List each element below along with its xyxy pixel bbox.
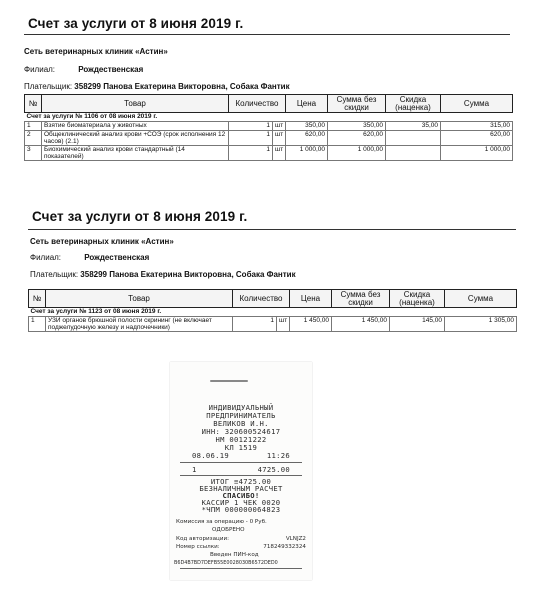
col-item: Товар xyxy=(46,290,233,308)
clinic-network: Сеть ветеринарных клиник «Астин» xyxy=(24,47,168,56)
receipt-payment-type: БЕЗНАЛИЧНЫМ РАСЧЕТ xyxy=(199,484,283,493)
receipt-line: ВЕЛИКОВ И.Н. xyxy=(213,419,269,428)
row-price: 1 000,00 xyxy=(286,146,328,161)
receipt-datetime xyxy=(170,452,312,459)
row-unit: шт xyxy=(273,131,286,146)
col-quantity: Количество xyxy=(229,95,286,113)
ref-code: 718249332324 xyxy=(263,544,306,550)
branch-label: Филиал: xyxy=(30,253,62,262)
row-discount: 35,00 xyxy=(386,122,441,131)
payer-line xyxy=(24,82,290,91)
table-row xyxy=(25,131,513,146)
receipt-line: ИНДИВИДУАЛЬНЫЙ xyxy=(208,403,274,412)
col-sum: Сумма xyxy=(445,290,517,308)
receipt-pin: Введен ПИН-код xyxy=(210,552,259,558)
receipt-thanks: СПАСИБО! xyxy=(222,491,260,500)
payer-label: Плательщик: xyxy=(30,270,79,279)
row-sum: 620,00 xyxy=(441,131,513,146)
row-qty: 1 xyxy=(229,131,273,146)
receipt-hash: B6D4B7BD7DEFB55E0028030B6572DED0 xyxy=(174,560,278,566)
col-sum: Сумма xyxy=(441,95,513,113)
receipt-line: ПРЕДПРИНИМАТЕЛЬ xyxy=(206,411,276,420)
col-sum-no-discount: Сумма без скидки xyxy=(332,290,390,308)
branch-line xyxy=(30,253,149,262)
row-number: 3 xyxy=(25,146,42,161)
receipt-total: ИТОГ ≡4725.00 xyxy=(210,477,272,486)
row-sum-no-discount: 1 450,00 xyxy=(332,317,390,332)
col-discount: Скидка (наценка) xyxy=(386,95,441,113)
row-sum-no-discount: 620,00 xyxy=(328,131,386,146)
group-label: Счет за услуги № 1106 от 08 июня 2019 г. xyxy=(25,113,513,122)
row-number: 1 xyxy=(25,122,42,131)
table-row xyxy=(29,317,517,332)
row-discount: 145,00 xyxy=(390,317,445,332)
payer-value: 358299 Панова Екатерина Викторовна, Собака Фантик xyxy=(74,82,290,91)
row-price: 350,00 xyxy=(286,122,328,131)
col-number: № xyxy=(25,95,42,113)
payer-value: 358299 Панова Екатерина Викторовна, Собака Фантик xyxy=(80,270,296,279)
branch-line xyxy=(24,65,143,74)
row-unit: шт xyxy=(277,317,290,332)
table-row xyxy=(25,122,513,131)
row-number: 1 xyxy=(29,317,46,332)
receipt-commission: Комиссия за операцию - 0 Руб. xyxy=(176,519,267,525)
receipt-line: ИНН: 320600524617 xyxy=(201,427,281,436)
row-item: УЗИ органов брюшной полости скрининг (не включает поджелудочную железу и надпочечники) xyxy=(46,317,233,332)
receipt-date: 08.06.19 xyxy=(192,451,230,460)
auth-code: VLNJZ2 xyxy=(285,536,306,542)
row-unit: шт xyxy=(273,122,286,131)
col-discount: Скидка (наценка) xyxy=(390,290,445,308)
items-table xyxy=(28,289,517,332)
branch-value: Рождественская xyxy=(84,253,150,262)
auth-label: Код авторизации: xyxy=(176,536,229,542)
receipt-auth xyxy=(170,536,312,543)
row-qty: 1 xyxy=(229,146,273,161)
branch-label: Филиал: xyxy=(24,65,56,74)
receipt-divider xyxy=(180,568,302,569)
receipt-ref xyxy=(170,544,312,551)
row-item: Взятие биоматериала у животных xyxy=(42,122,229,131)
receipt-line: КЛ 1519 xyxy=(224,443,258,452)
staple xyxy=(210,380,248,382)
col-price: Цена xyxy=(286,95,328,113)
row-price: 1 450,00 xyxy=(290,317,332,332)
receipt-cashier: КАССИР 1 ЧЕК 0020 xyxy=(201,498,281,507)
invoice-title: Счет за услуги от 8 июня 2019 г. xyxy=(28,16,244,31)
receipt-chpm: *ЧПМ 000000064823 xyxy=(201,505,281,514)
row-sum-no-discount: 350,00 xyxy=(328,122,386,131)
row-sum: 1 305,00 xyxy=(445,317,517,332)
group-row xyxy=(25,113,513,122)
row-price: 620,00 xyxy=(286,131,328,146)
col-quantity: Количество xyxy=(233,290,290,308)
position-sum: 4725.00 xyxy=(257,465,290,474)
col-price: Цена xyxy=(290,290,332,308)
ref-label: Номер ссылки: xyxy=(176,544,220,550)
title-divider xyxy=(28,229,516,230)
row-sum: 1 000,00 xyxy=(441,146,513,161)
row-sum: 315,00 xyxy=(441,122,513,131)
row-item: Общеклинический анализ крови +СОЭ (срок исполнения 12 часов) (2.1) xyxy=(42,131,229,146)
receipt-approved: ОДОБРЕНО xyxy=(212,527,245,533)
table-header xyxy=(25,95,513,113)
title-divider xyxy=(24,34,510,35)
row-discount xyxy=(386,131,441,146)
invoice-title: Счет за услуги от 8 июня 2019 г. xyxy=(32,209,248,224)
row-unit: шт xyxy=(273,146,286,161)
group-row xyxy=(29,308,517,317)
row-qty: 1 xyxy=(233,317,277,332)
row-number: 2 xyxy=(25,131,42,146)
col-sum-no-discount: Сумма без скидки xyxy=(328,95,386,113)
col-item: Товар xyxy=(42,95,229,113)
receipt-line: НМ 00121222 xyxy=(215,435,267,444)
payer-label: Плательщик: xyxy=(24,82,73,91)
position-number: 1 xyxy=(192,465,197,474)
receipt-position xyxy=(170,466,312,473)
group-label: Счет за услуги № 1123 от 08 июня 2019 г. xyxy=(29,308,517,317)
row-qty: 1 xyxy=(229,122,273,131)
row-discount xyxy=(386,146,441,161)
clinic-network: Сеть ветеринарных клиник «Астин» xyxy=(30,237,174,246)
items-table xyxy=(24,94,513,161)
receipt-divider xyxy=(180,462,302,463)
payment-receipt xyxy=(170,362,312,580)
row-sum-no-discount: 1 000,00 xyxy=(328,146,386,161)
row-item: Биохимический анализ крови стандартный (14 показателей) xyxy=(42,146,229,161)
receipt-divider xyxy=(180,475,302,476)
branch-value: Рождественская xyxy=(78,65,144,74)
payer-line xyxy=(30,270,296,279)
table-header xyxy=(29,290,517,308)
receipt-time: 11:26 xyxy=(266,451,290,460)
col-number: № xyxy=(29,290,46,308)
table-row xyxy=(25,146,513,161)
